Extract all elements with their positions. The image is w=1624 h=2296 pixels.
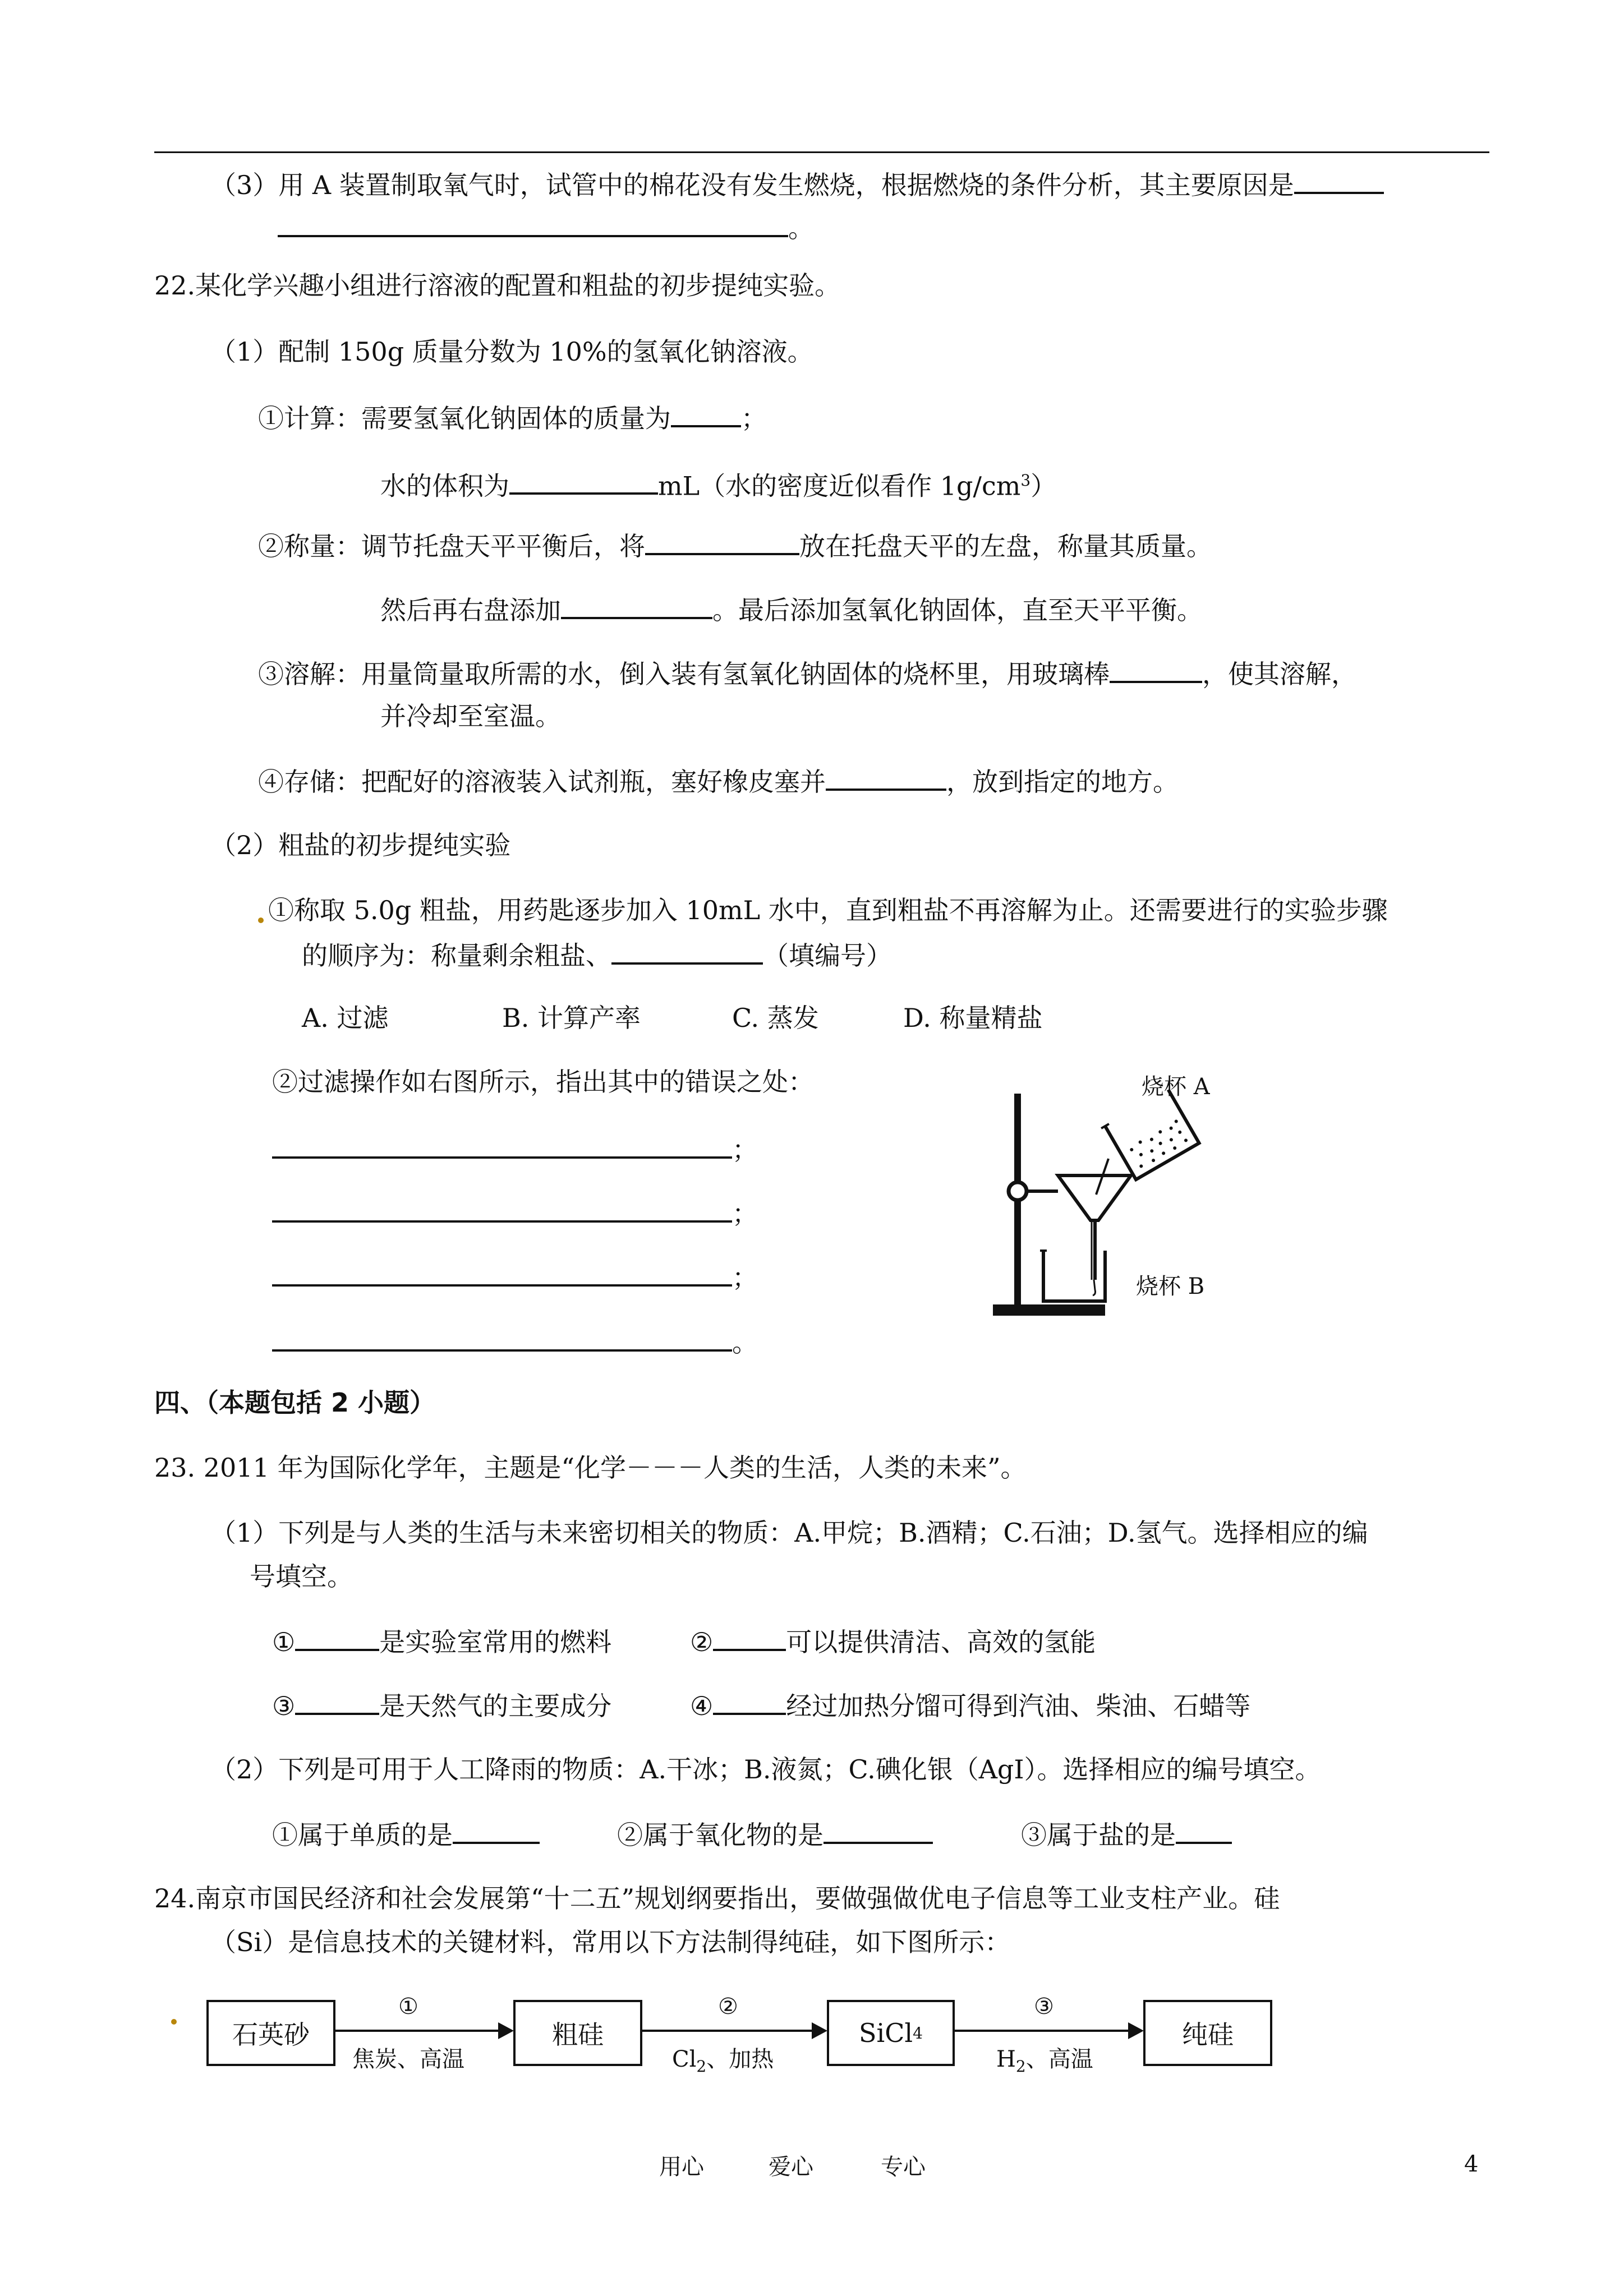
q23-p1a: （1）下列是与人类的生活与未来密切相关的物质：A.甲烷；B.酒精；C.石油；D.氢气。选择相应的编 bbox=[210, 1518, 1368, 1548]
beaker-a-label: 烧杯 A bbox=[1142, 1074, 1210, 1100]
item-text: 是实验室常用的燃料 bbox=[379, 1627, 612, 1657]
q22-step3b: 并冷却至室温。 bbox=[380, 701, 561, 731]
step-text: ，放到指定的地方。 bbox=[946, 767, 1179, 797]
flow-step-1: ① bbox=[398, 1994, 418, 2020]
step-text: ，使其溶解， bbox=[1202, 659, 1357, 689]
q21-3-line1 bbox=[210, 167, 1384, 201]
q21-3-line2 bbox=[278, 210, 814, 245]
flow-arrow-3 bbox=[953, 2030, 1131, 2032]
q23-item3 bbox=[272, 1688, 611, 1722]
formula-text: Cl bbox=[672, 2046, 697, 2072]
punct: ； bbox=[732, 1262, 758, 1293]
blank[interactable] bbox=[509, 468, 658, 495]
mark-dot bbox=[258, 918, 264, 923]
blank[interactable] bbox=[1294, 167, 1384, 194]
q21-3-text: （3）用 A 装置制取氧气时，试管中的棉花没有发生燃烧，根据燃烧的条件分析，其主要原因是 bbox=[210, 170, 1294, 200]
blank[interactable] bbox=[713, 1688, 786, 1715]
subscript: 2 bbox=[696, 2057, 707, 2076]
footer-a: 用心 bbox=[659, 2154, 704, 2180]
flow-arrow-2 bbox=[640, 2030, 815, 2032]
cond-text: 、加热 bbox=[706, 2046, 774, 2072]
section-4-title: 四、（本题包括 2 小题） bbox=[154, 1387, 436, 1418]
header-rule bbox=[154, 151, 1489, 153]
page-number: 4 bbox=[1464, 2151, 1479, 2177]
step-text: 水的体积为 bbox=[380, 471, 509, 501]
item-text: ①属于单质的是 bbox=[272, 1820, 453, 1850]
flow-box-crude-silicon: 粗硅 bbox=[513, 2000, 642, 2066]
step-text: 的顺序为：称量剩余粗盐、 bbox=[302, 940, 611, 971]
blank[interactable] bbox=[295, 1688, 379, 1715]
item-text: ③属于盐的是 bbox=[1021, 1820, 1176, 1850]
blank[interactable] bbox=[272, 1196, 732, 1223]
blank[interactable] bbox=[1176, 1817, 1232, 1844]
punct: ； bbox=[732, 1135, 758, 1165]
item-number: ② bbox=[690, 1627, 714, 1657]
item-text: 经过加热分馏可得到汽油、柴油、石蜡等 bbox=[786, 1691, 1251, 1721]
option-a: A. 过滤 bbox=[302, 1003, 389, 1033]
arrow-head-icon bbox=[1128, 2022, 1144, 2039]
blank[interactable] bbox=[713, 1624, 786, 1651]
q22-step2a bbox=[258, 528, 1212, 563]
formula-text: H bbox=[996, 2046, 1016, 2072]
answer-line-2 bbox=[272, 1196, 758, 1230]
beaker-b-label: 烧杯 B bbox=[1136, 1274, 1205, 1299]
flow-box-quartz-sand: 石英砂 bbox=[206, 2000, 335, 2066]
q22-crude1a: ①称取 5.0g 粗盐，用药匙逐步加入 10mL 水中，直到粗盐不再溶解为止。还需要进行的实验步骤 bbox=[268, 895, 1388, 925]
q22-crude2: ②过滤操作如右图所示，指出其中的错误之处： bbox=[272, 1067, 814, 1097]
subscript: 2 bbox=[1015, 2057, 1026, 2076]
q22-step4 bbox=[258, 764, 1179, 798]
blank[interactable] bbox=[272, 1325, 732, 1352]
item-text: ②属于氧化物的是 bbox=[617, 1820, 823, 1850]
step-text: ①计算：需要氢氧化钠固体的质量为 bbox=[258, 403, 671, 434]
q23-p1b: 号填空。 bbox=[250, 1561, 353, 1592]
flow-box-sicl4 bbox=[827, 2000, 955, 2066]
q23-item4 bbox=[690, 1688, 1250, 1722]
answer-line-4 bbox=[272, 1325, 758, 1359]
blank[interactable] bbox=[1110, 656, 1202, 683]
step-text: （填编号） bbox=[763, 940, 892, 971]
mark-dot bbox=[171, 2019, 177, 2025]
step-text: mL（水的密度近似看作 1g/cm bbox=[658, 471, 1021, 501]
q22-part1: （1）配制 150g 质量分数为 10%的氢氧化钠溶液。 bbox=[210, 336, 813, 367]
item-text: 是天然气的主要成分 bbox=[379, 1691, 612, 1721]
flow-cond-1: 焦炭、高温 bbox=[352, 2046, 464, 2072]
q22-crude1b bbox=[302, 938, 892, 972]
q22-step2b bbox=[380, 592, 1203, 626]
q23-j1 bbox=[272, 1817, 540, 1851]
subscript: 4 bbox=[913, 2023, 923, 2043]
blank[interactable] bbox=[295, 1624, 379, 1651]
q24-line2: （Si）是信息技术的关键材料，常用以下方法制得纯硅，如下图所示： bbox=[210, 1927, 1011, 1957]
flow-cond-2 bbox=[672, 2041, 774, 2076]
blank[interactable] bbox=[645, 528, 799, 555]
step-text: 放在托盘天平的左盘，称量其质量。 bbox=[799, 531, 1212, 561]
item-number: ③ bbox=[272, 1691, 296, 1721]
q23-p2: （2）下列是可用于人工降雨的物质：A.干冰；B.液氮；C.碘化银（AgI）。选择相应的编号填空。 bbox=[210, 1754, 1321, 1785]
blank[interactable] bbox=[611, 938, 763, 965]
option-c: C. 蒸发 bbox=[732, 1003, 819, 1033]
flow-step-2: ② bbox=[718, 1994, 738, 2020]
step-text: ④存储：把配好的溶液装入试剂瓶，塞好橡皮塞并 bbox=[258, 767, 826, 797]
item-number: ④ bbox=[690, 1691, 714, 1721]
period: 。 bbox=[788, 213, 814, 243]
q23-item2 bbox=[690, 1624, 1096, 1658]
punct: ； bbox=[732, 1198, 758, 1229]
q22-step1a bbox=[258, 400, 767, 435]
step-text: ③溶解：用量筒量取所需的水，倒入装有氢氧化钠固体的烧杯里，用玻璃棒 bbox=[258, 659, 1110, 689]
flow-cond-3 bbox=[996, 2041, 1093, 2076]
option-b: B. 计算产率 bbox=[502, 1003, 641, 1033]
arrow-head-icon bbox=[812, 2022, 827, 2039]
item-text: 可以提供清洁、高效的氢能 bbox=[786, 1627, 1096, 1657]
superscript: 3 bbox=[1020, 471, 1031, 490]
blank[interactable] bbox=[826, 764, 946, 791]
blank[interactable] bbox=[453, 1817, 540, 1844]
q22-step3a bbox=[258, 656, 1357, 690]
blank[interactable] bbox=[671, 400, 741, 427]
blank[interactable] bbox=[561, 592, 712, 619]
arrow-head-icon bbox=[498, 2022, 514, 2039]
answer-line-1 bbox=[272, 1132, 758, 1166]
blank[interactable] bbox=[278, 210, 788, 237]
formula-text: SiCl bbox=[859, 2018, 913, 2048]
answer-line-3 bbox=[272, 1260, 758, 1294]
blank[interactable] bbox=[272, 1132, 732, 1159]
step-text: 然后再右盘添加 bbox=[380, 595, 561, 625]
flow-box-pure-silicon: 纯硅 bbox=[1143, 2000, 1272, 2066]
punct: ； bbox=[741, 403, 767, 434]
q22-step1b bbox=[380, 464, 1056, 502]
cond-text: 、高温 bbox=[1025, 2046, 1093, 2072]
flow-step-3: ③ bbox=[1034, 1994, 1054, 2020]
option-d: D. 称量精盐 bbox=[903, 1003, 1043, 1033]
punct: 。 bbox=[732, 1327, 758, 1358]
q22-part2: （2）粗盐的初步提纯实验 bbox=[210, 830, 511, 860]
step-text: ②称量：调节托盘天平平衡后，将 bbox=[258, 531, 645, 561]
q23-item1 bbox=[272, 1624, 611, 1658]
q23-j3 bbox=[1021, 1817, 1232, 1851]
step-text: 。最后添加氢氧化钠固体，直至天平平衡。 bbox=[712, 595, 1203, 625]
footer-b: 爱心 bbox=[769, 2154, 813, 2180]
flow-arrow-1 bbox=[333, 2030, 502, 2032]
blank[interactable] bbox=[272, 1260, 732, 1287]
q22-title: 22.某化学兴趣小组进行溶液的配置和粗盐的初步提纯实验。 bbox=[154, 270, 841, 301]
blank[interactable] bbox=[823, 1817, 933, 1844]
q23-j2 bbox=[617, 1817, 933, 1851]
q24-line1: 24.南京市国民经济和社会发展第“十二五”规划纲要指出，要做强做优电子信息等工业支柱产业。硅 bbox=[154, 1883, 1280, 1914]
q23-title: 23. 2011 年为国际化学年，主题是“化学－－－人类的生活，人类的未来”。 bbox=[154, 1453, 1027, 1483]
footer-c: 专心 bbox=[881, 2154, 926, 2180]
punct: ） bbox=[1030, 471, 1057, 501]
item-number: ① bbox=[272, 1627, 296, 1657]
